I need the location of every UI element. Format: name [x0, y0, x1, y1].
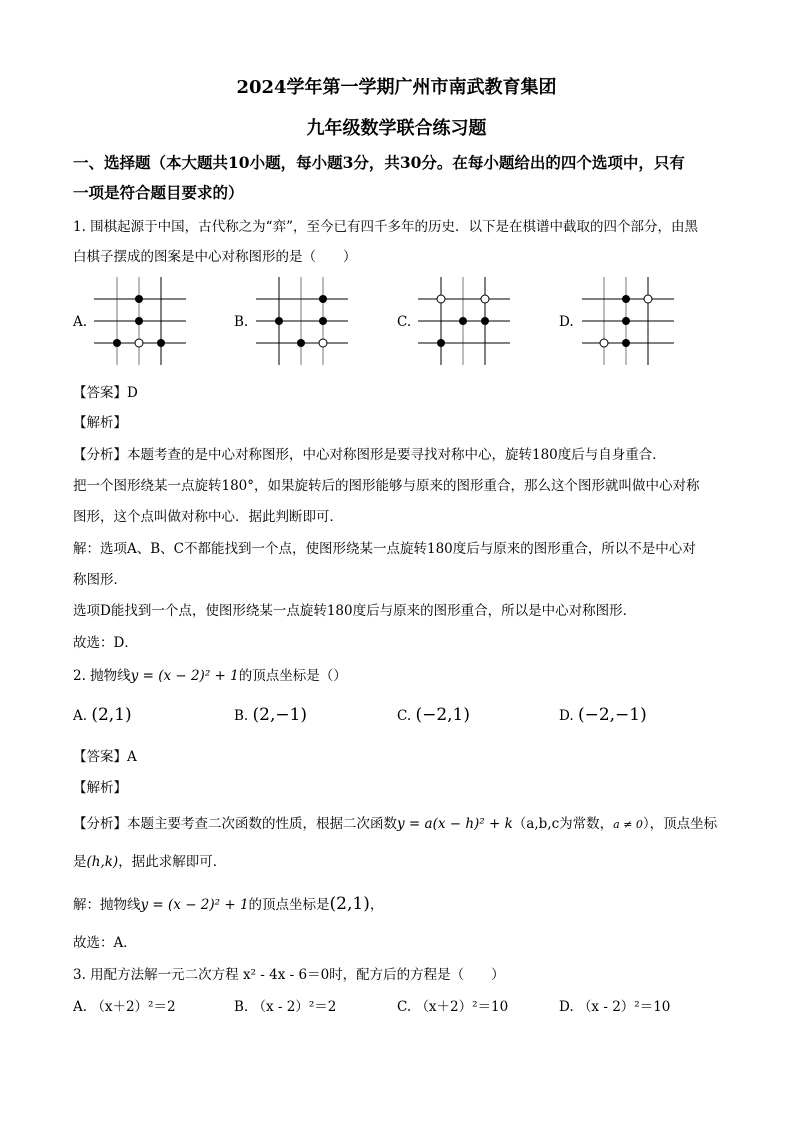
q2-analysis-line1-mid: （a,b,c为常数，: [512, 816, 614, 832]
q2-option-d-label: D.: [559, 708, 574, 724]
q2-analysis-line2-suffix: ，据此求解即可．: [118, 854, 227, 870]
q2-solution-mid: 的顶点坐标是: [248, 897, 330, 913]
q1-stem-line2: 白棋子摆成的图案是中心对称图形的是（ ）: [73, 249, 357, 265]
q2-option-c-label: C.: [397, 708, 412, 724]
q1-option-d-label: D.: [559, 314, 574, 330]
q2-analysis-line2-formula: (h,k): [86, 854, 119, 870]
q2-option-a-label: A.: [73, 708, 88, 724]
q1-answer: 【答案】D: [73, 385, 138, 401]
q2-analysis-line1: [73, 812, 717, 832]
q2-answer: 【答案】A: [73, 749, 137, 765]
q3-option-d: [559, 995, 670, 1015]
section-heading-line1: 一、选择题（本大题共10小题，每小题3分，共30分。在每小题给出的四个选项中，只有: [73, 153, 685, 172]
q2-option-c: [397, 705, 470, 725]
q2-stem-prefix: 2. 抛物线: [73, 668, 131, 684]
q2-analysis-line1-prefix: 【分析】本题主要考查二次函数的性质，根据二次函数: [73, 816, 397, 832]
q1-analysis-line2: 把一个图形绕某一点旋转180°，如果旋转后的图形能够与原来的图形重合，那么这个图形就叫做中心对称: [73, 478, 700, 494]
q1-analysis-label: 【解析】: [73, 415, 127, 431]
q2-solution-value: (2,1): [329, 894, 370, 914]
document-title-line2: 九年级数学联合练习题: [306, 118, 487, 139]
q3-option-b: [234, 995, 336, 1015]
q2-option-b: [234, 705, 307, 725]
q2-analysis-line1-formula: y = a(x − h)² + k: [397, 816, 513, 832]
q2-option-b-label: B.: [234, 708, 249, 724]
section-heading-line2: 一项是符合题目要求的）: [73, 183, 244, 202]
q1-option-b-label: B.: [234, 314, 249, 330]
q2-option-a-value: (2,1): [91, 705, 132, 725]
q3-option-d-label: D.: [559, 999, 574, 1015]
q2-stem-formula: y = (x − 2)² + 1: [130, 668, 239, 684]
q1-stem-line1: 1. 围棋起源于中国，古代称之为“弈”，至今已有四千多年的历史．以下是在棋谱中截取的四个部分，由黑: [73, 219, 698, 235]
q2-solution-formula: y = (x − 2)² + 1: [140, 897, 249, 913]
q2-analysis-line1-condition: a ≠ 0: [613, 818, 643, 831]
q3-option-a: [73, 995, 176, 1015]
q1-solution-line3: 选项D能找到一个点，使图形绕某一点旋转180度后与原来的图形重合，所以是中心对称图形．: [73, 603, 637, 619]
q3-option-a-label: A.: [73, 999, 88, 1015]
q1-option-c-go-board: [418, 277, 510, 365]
q2-stem: [73, 664, 347, 684]
q1-option-a-go-board: [94, 277, 186, 365]
q2-analysis-line2-prefix: 是: [73, 854, 87, 870]
q1-option-b-go-board: [256, 277, 348, 365]
q2-solution-suffix: ，: [369, 897, 384, 913]
q3-option-b-value: （x - 2）²＝2: [252, 999, 337, 1015]
q3-option-c-label: C.: [397, 999, 412, 1015]
q2-option-a: [73, 705, 132, 725]
q2-option-c-value: (−2,1): [415, 705, 470, 725]
q2-solution-prefix: 解：抛物线: [73, 897, 141, 913]
q1-choice: 故选：D．: [73, 635, 138, 651]
q2-analysis-label: 【解析】: [73, 780, 127, 796]
q1-option-d-go-board: [582, 277, 674, 365]
document-title-line1: 2024学年第一学期广州市南武教育集团: [236, 77, 557, 98]
q2-option-d-value: (−2,−1): [577, 705, 647, 725]
q2-choice: 故选：A．: [73, 935, 137, 951]
q2-analysis-line2: [73, 850, 226, 870]
q1-solution-line1: 解：选项A、B、C不都能找到一个点，使图形绕某一点旋转180度后与原来的图形重合，所以不是中心对: [73, 541, 696, 557]
q1-option-c-label: C.: [397, 314, 412, 330]
q2-solution: [73, 893, 383, 914]
q1-analysis-line3: 图形，这个点叫做对称中心．据此判断即可．: [73, 509, 343, 525]
q2-analysis-line1-suffix: ），顶点坐标: [642, 816, 718, 832]
q1-option-a-label: A.: [73, 314, 88, 330]
q1-analysis-line1: 【分析】本题考查的是中心对称图形，中心对称图形是要寻找对称中心，旋转180度后与自身重合．: [73, 447, 666, 463]
q3-stem: 3. 用配方法解一元二次方程 x² - 4x - 6＝0时，配方后的方程是（ ）: [73, 967, 505, 983]
q2-option-d: [559, 705, 647, 725]
q3-option-d-value: （x - 2）²＝10: [577, 999, 671, 1015]
q3-option-c-value: （x＋2）²＝10: [415, 999, 509, 1015]
q3-option-c: [397, 995, 508, 1015]
q2-option-b-value: (2,−1): [252, 705, 308, 725]
q2-stem-suffix: 的顶点坐标是（）: [238, 668, 347, 684]
q3-option-a-value: （x＋2）²＝2: [91, 999, 176, 1015]
q3-option-b-label: B.: [234, 999, 249, 1015]
q1-solution-line2: 称图形．: [73, 572, 127, 588]
